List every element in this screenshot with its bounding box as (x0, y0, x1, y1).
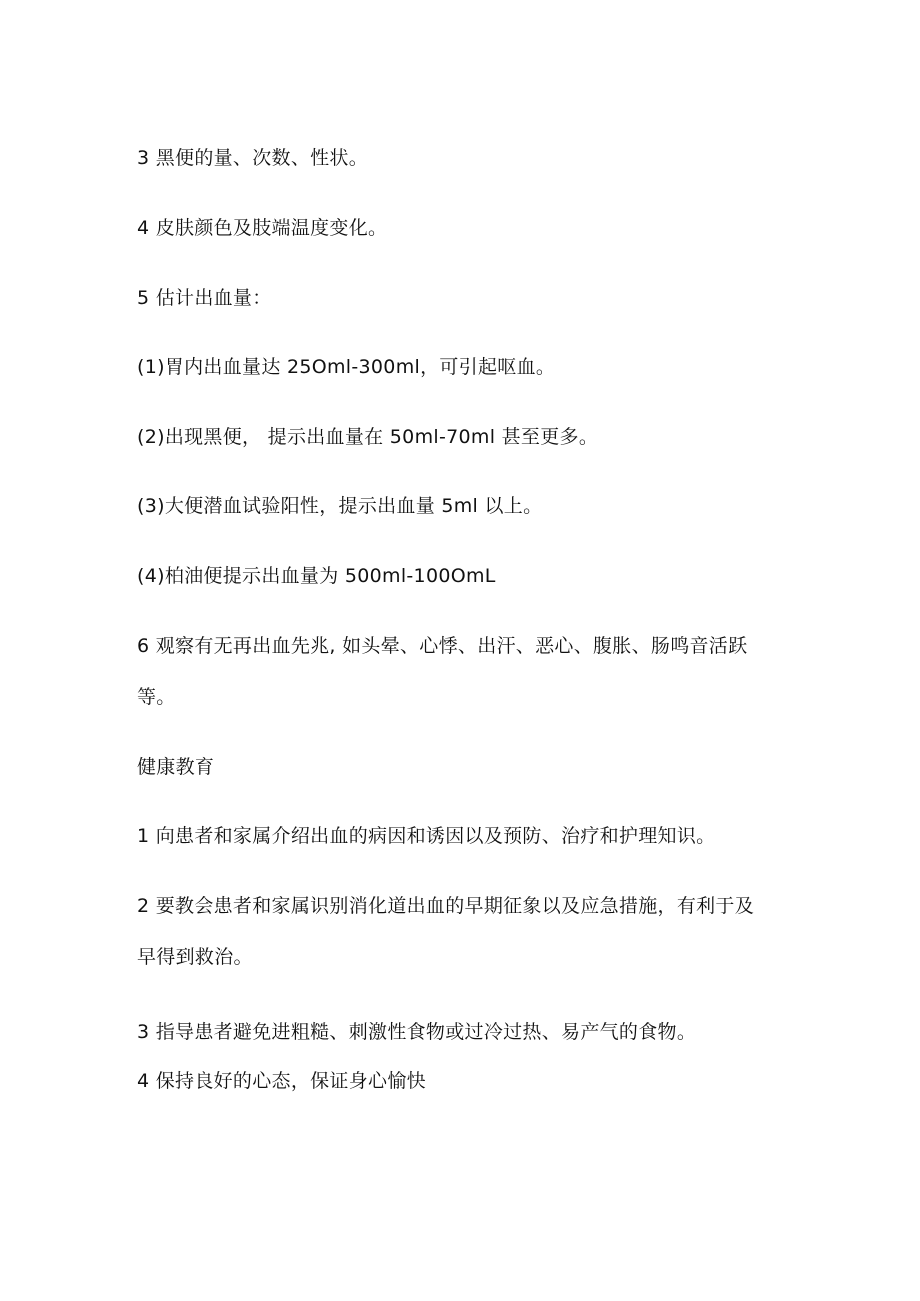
text-line: (3)大便潜血试验阳性，提示出血量 5ml 以上。 (137, 495, 543, 517)
text-line: 等。 (137, 686, 176, 708)
text-line: 3 黑便的量、次数、性状。 (137, 147, 369, 169)
text-line: 3 指导患者避免进粗糙、刺激性食物或过冷过热、易产气的食物。 (137, 1021, 697, 1043)
text-line: 6 观察有无再出血先兆, 如头晕、心悸、出汗、恶心、腹胀、肠鸣音活跃 (137, 635, 748, 657)
text-line: (2)出现黑便， 提示出血量在 50ml-70ml 甚至更多。 (137, 426, 599, 448)
text-line: (4)柏油便提示出血量为 500ml-100OmL (137, 565, 496, 587)
text-line: 5 估计出血量： (137, 287, 272, 309)
text-line: (1)胃内出血量达 25Oml-300ml，可引起呕血。 (137, 356, 556, 378)
section-heading: 健康教育 (137, 756, 215, 778)
text-line: 4 皮肤颜色及肢端温度变化。 (137, 217, 388, 239)
text-line: 1 向患者和家属介绍出血的病因和诱因以及预防、治疗和护理知识。 (137, 825, 716, 847)
text-line: 早得到救治。 (137, 946, 253, 968)
text-line: 2 要教会患者和家属识别消化道出血的早期征象以及应急措施，有利于及 (137, 895, 755, 917)
text-line: 4 保持良好的心态，保证身心愉快 (137, 1070, 426, 1092)
